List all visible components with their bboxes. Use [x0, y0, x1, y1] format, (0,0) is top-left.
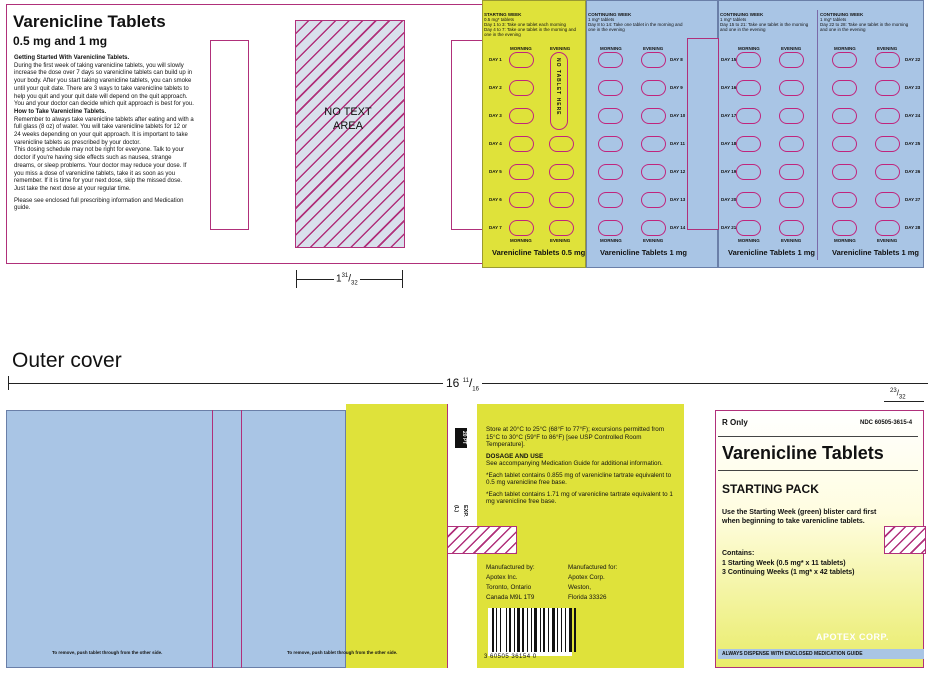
exp-label: EXP.: [462, 505, 468, 517]
barcode-number: 3 60505 36154 0: [484, 654, 537, 660]
tablet-oval: [875, 220, 900, 236]
manufactured-for-line: Weston,: [568, 584, 591, 591]
day-label: DAY 5: [489, 169, 502, 174]
tablet-oval: [736, 192, 761, 208]
tablet-oval: [598, 80, 623, 96]
c2-morning: MORNING: [738, 46, 760, 51]
tablet-oval: [736, 108, 761, 124]
cont1-line: Day 8 to 14: Take one tablet in the morning and one in the evening: [588, 22, 683, 32]
tablet-oval: [736, 164, 761, 180]
cont3-sub: 1 mg* tablets: [820, 17, 847, 22]
tablet-oval: [549, 136, 574, 152]
tablet-oval: [779, 164, 804, 180]
start-evening-bottom: EVENING: [550, 238, 571, 243]
barcode-bar: [531, 608, 532, 652]
fold-tab-left: [210, 40, 249, 230]
tablet-oval: [598, 220, 623, 236]
outer-cover-caption: Outer cover: [12, 349, 122, 372]
card-label-05: Varenicline Tablets 0.5 mg: [492, 248, 586, 257]
storage-text: Store at 20°C to 25°C (68°F to 77°F); excursions permitted from 15°C to 30°C (59°F to 86°F) [see USP Controlled Room Temperature].: [486, 426, 665, 448]
tablet-oval: [832, 220, 857, 236]
cont2-title: CONTINUING WEEK: [720, 12, 764, 17]
barcode-bar: [500, 608, 501, 652]
outer-blue-divider-2: [241, 410, 242, 668]
outer-dim-den: 16: [472, 386, 479, 393]
day-label: DAY 3: [489, 113, 502, 118]
barcode-bar: [557, 608, 558, 652]
tablet-oval: [509, 164, 534, 180]
tablet-oval: [509, 80, 534, 96]
tablet-oval: [875, 136, 900, 152]
c2-evening-bottom: EVENING: [781, 238, 802, 243]
barcode-bar: [522, 608, 524, 652]
barcode-bar: [540, 608, 541, 652]
card-label-1b: Varenicline Tablets 1 mg: [728, 248, 815, 257]
outer-dim-whole: 16: [446, 376, 460, 390]
tablet-oval: [736, 52, 761, 68]
heading-getting-started: Getting Started With Varenicline Tablets.: [14, 55, 130, 61]
apotex-brand: APOTEX CORP.: [816, 632, 889, 642]
cont1-sub: 1 mg* tablets: [588, 17, 615, 22]
tablet-oval: [832, 52, 857, 68]
outer-dim-num: 11: [462, 378, 469, 384]
c1-morning: MORNING: [600, 46, 622, 51]
front-title-rule-2: [718, 470, 918, 471]
dispense-note: ALWAYS DISPENSE WITH ENCLOSED MEDICATION GUIDE: [722, 651, 863, 657]
c3-evening-bottom: EVENING: [877, 238, 898, 243]
manufactured-for-block: [568, 563, 617, 603]
front-title-rule: [718, 436, 918, 437]
start-morning: MORNING: [510, 46, 532, 51]
manufactured-for-label: Manufactured for:: [568, 564, 618, 571]
lot-label: (L): [453, 505, 459, 513]
day-label: DAY 21: [721, 225, 737, 230]
no-tablet-label: NO TABLET HERE: [555, 58, 561, 116]
contains-line1: 1 Starting Week (0.5 mg* x 11 tablets): [722, 559, 846, 567]
day-label: DAY 17: [721, 113, 737, 118]
day-label: DAY 12: [670, 169, 686, 174]
glue-tab-left: [447, 526, 517, 554]
day-label: DAY 25: [905, 141, 921, 146]
tablet-oval: [598, 164, 623, 180]
para-enclosed: Please see enclosed full prescribing information and Medication guide.: [14, 197, 184, 212]
start-evening: EVENING: [550, 46, 571, 51]
start-week-title: STARTING WEEK: [484, 12, 522, 17]
tablet-oval: [779, 136, 804, 152]
barcode-bar: [506, 608, 507, 652]
tablet-oval: [875, 108, 900, 124]
manufactured-by-block: [486, 563, 535, 603]
no-text-area: [295, 20, 405, 248]
barcode-bar: [527, 608, 528, 652]
c2-morning-bottom: MORNING: [738, 238, 760, 243]
info-text-block: [486, 426, 676, 506]
barcode-bar: [509, 608, 511, 652]
cont3-title: CONTINUING WEEK: [820, 12, 864, 17]
c3-morning: MORNING: [834, 46, 856, 51]
tablet-oval: [641, 108, 666, 124]
day-label: DAY 9: [670, 85, 683, 90]
barcode: [488, 608, 572, 656]
tablet-oval: [736, 220, 761, 236]
tablet-oval: [875, 52, 900, 68]
para-how-to-take: Remember to always take varenicline tablets after eating and with a full glass (8 oz) of water. You will take varenicline tablets for 12 or 24 weeks depending on your quit approach. It is important to take varenicline tablets as prescribed by your doctor.: [14, 116, 194, 146]
product-title: Varenicline Tablets: [722, 443, 884, 463]
day-label: DAY 16: [721, 85, 737, 90]
tablet-oval: [779, 108, 804, 124]
outer-green-panel: [346, 404, 447, 668]
no-text-area-label: NO TEXT AREA: [324, 106, 372, 132]
tablet-oval: [779, 220, 804, 236]
tablet-oval: [598, 136, 623, 152]
tablet-oval: [832, 80, 857, 96]
tablet-oval: [875, 192, 900, 208]
tablet-oval: [641, 80, 666, 96]
tablet-oval: [509, 52, 534, 68]
dim-num: 31: [341, 273, 349, 279]
day-label: DAY 2: [489, 85, 502, 90]
starting-pack: STARTING PACK: [722, 482, 819, 496]
day-label: DAY 14: [670, 225, 686, 230]
rx-only-text: R Only: [722, 418, 748, 427]
manufactured-by-line: Toronto, Ontario: [486, 584, 532, 591]
dim-den: 32: [351, 280, 358, 287]
tablet-oval: [832, 108, 857, 124]
c1-evening: EVENING: [643, 46, 664, 51]
top-strength: 0.5 mg and 1 mg: [13, 34, 108, 48]
day-label: DAY 22: [905, 57, 921, 62]
c3-morning-bottom: MORNING: [834, 238, 856, 243]
day-label: DAY 13: [670, 197, 686, 202]
barcode-bar: [514, 608, 515, 652]
tablet-oval: [832, 164, 857, 180]
barcode-bar: [543, 608, 545, 652]
day-label: DAY 1: [489, 57, 502, 62]
cont2-sub: 1 mg* tablets: [720, 17, 747, 22]
top-dimension-label: $1^{31}/_{32}$: [336, 273, 358, 287]
contains-line2: 3 Continuing Weeks (1 mg* x 42 tablets): [722, 569, 855, 576]
c1-evening-bottom: EVENING: [643, 238, 664, 243]
day-label: DAY 20: [721, 197, 737, 202]
tablet-oval: [779, 52, 804, 68]
barcode-bar: [496, 608, 497, 652]
remove-note-1: To remove, push tablet through from the other side.: [52, 650, 163, 655]
day-label: DAY 7: [489, 225, 502, 230]
tablet-oval: [779, 192, 804, 208]
dim-tick-l: [296, 270, 297, 288]
manufactured-by-label: Manufactured by:: [486, 564, 535, 571]
tablet-oval: [549, 220, 574, 236]
contains-block: [722, 549, 855, 578]
tablet-oval: [598, 192, 623, 208]
dim-whole: 1: [336, 273, 342, 285]
tablet-oval: [832, 136, 857, 152]
day-label: DAY 23: [905, 85, 921, 90]
barcode-bar: [574, 608, 576, 652]
dosage-heading: DOSAGE AND USE: [486, 452, 544, 460]
small-dim-den: 32: [898, 394, 906, 401]
tablet-oval: [875, 80, 900, 96]
dosage-text: See accompanying Medication Guide for additional information.: [486, 460, 663, 467]
day-label: DAY 18: [721, 141, 737, 146]
manufactured-by-line: Canada M9L 1T9: [486, 594, 535, 601]
barcode-bar: [561, 608, 562, 652]
day-label: DAY 24: [905, 113, 921, 118]
day-label: DAY 6: [489, 197, 502, 202]
start-week-line1: Day 1 to 3: Take one tablet each morning: [484, 22, 566, 27]
glue-tab-right: [884, 526, 926, 554]
start-week-line2: Day 4 to 7: Take one tablet in the morning and one in the evening: [484, 27, 576, 37]
day-label: DAY 4: [489, 141, 502, 146]
tablet-oval: [779, 80, 804, 96]
day-label: DAY 10: [670, 113, 686, 118]
barcode-bar: [534, 608, 537, 652]
tablet-oval: [641, 52, 666, 68]
barcode-bar: [517, 608, 520, 652]
top-text-block: [14, 55, 194, 213]
small-dimension-label: $^{23}/_{32}$: [890, 388, 906, 401]
top-title: Varenicline Tablets: [13, 12, 166, 31]
c2-evening: EVENING: [781, 46, 802, 51]
tablet-oval: [736, 80, 761, 96]
barcode-bar: [565, 608, 566, 652]
day-label: DAY 27: [905, 197, 921, 202]
tablet-oval: [549, 192, 574, 208]
tablet-oval: [641, 136, 666, 152]
remove-note-2: To remove, push tablet through from the other side.: [287, 650, 398, 655]
dim-tick-r: [402, 270, 403, 288]
barcode-bar: [569, 608, 572, 652]
outer-blue-panel: [6, 410, 346, 668]
outer-white-gap: [684, 410, 715, 668]
manufactured-by-line: Apotex Inc.: [486, 574, 518, 581]
card-label-1a: Varenicline Tablets 1 mg: [600, 248, 687, 257]
para-dosing: This dosing schedule may not be right for everyone. Talk to your doctor if you're having side effects such as nausea, strange dreams, or sleep problems. Your doctor may reduce your dose. If you miss a dose of varenicline tablets, take it as soon as you remember. If it is time for your next dose, skip the missed dose. Just take the next dose at your regular time.: [14, 147, 187, 192]
front-instruction: Use the Starting Week (green) blister card first when beginning to take varenicline tablets.: [722, 509, 877, 525]
tablet-oval: [641, 164, 666, 180]
tablet-oval: [598, 108, 623, 124]
outer-dim-tick-l: [8, 376, 9, 390]
small-dim-num: 23: [890, 388, 897, 394]
tablet-oval: [509, 220, 534, 236]
cont1-title: CONTINUING WEEK: [588, 12, 632, 17]
footnote-1: *Each tablet contains 1.71 mg of varenicline tartrate equivalent to 1 mg varenicline free base.: [486, 490, 673, 505]
day-label: DAY 8: [670, 57, 683, 62]
lot-box: [455, 428, 467, 448]
para-getting-started: During the first week of taking varenicline tablets, you will slowly increase the dose over 7 days so varenicline tablets can build up in your body. After you start taking varenicline tablets, you can smoke until your quit date. There are 3 ways to take varenicline tablets to help you quit and your quit date will depend on the quit approach. You and your doctor can decide which quit approach is best for you.: [14, 62, 194, 108]
day-label: DAY 11: [670, 141, 686, 146]
start-week-sub: 0.5 mg* tablets: [484, 17, 515, 22]
rx-only: [722, 418, 748, 427]
c1-morning-bottom: MORNING: [600, 238, 622, 243]
card-label-1c: Varenicline Tablets 1 mg: [832, 248, 919, 257]
tablet-oval: [509, 192, 534, 208]
footnote-05: *Each tablet contains 0.855 mg of varenicline tartrate equivalent to 0.5 mg varenicline free base.: [486, 471, 672, 486]
cont3-line: Day 22 to 28: Take one tablet in the morning and one in the evening: [820, 22, 909, 32]
contains-label: Contains:: [722, 550, 755, 557]
small-dimension-line: [884, 401, 924, 402]
tablet-oval: [875, 164, 900, 180]
tablet-oval: [598, 52, 623, 68]
c3-evening: EVENING: [877, 46, 898, 51]
barcode-bar: [548, 608, 549, 652]
tablet-oval: [509, 108, 534, 124]
tablet-oval: [832, 192, 857, 208]
tablet-oval: [736, 136, 761, 152]
day-label: DAY 19: [721, 169, 737, 174]
lot-box-text: 20 PT: [461, 431, 467, 445]
tablet-oval: [549, 164, 574, 180]
outer-blue-divider-1: [212, 410, 213, 668]
barcode-bar: [552, 608, 555, 652]
card-divider: [817, 10, 818, 260]
manufactured-for-line: Apotex Corp.: [568, 574, 605, 581]
card-fold-strip: [687, 38, 719, 230]
day-label: DAY 28: [905, 225, 921, 230]
cont2-line: Day 15 to 21: Take one tablet in the morning and one in the evening: [720, 22, 809, 32]
ndc-number: NDC 60505-3615-4: [860, 420, 913, 426]
outer-dimension-label: 16 $^{11}/_{16}$: [443, 376, 482, 392]
manufactured-for-line: Florida 33326: [568, 594, 607, 601]
start-morning-bottom: MORNING: [510, 238, 532, 243]
tablet-oval: [641, 220, 666, 236]
barcode-bar: [492, 608, 494, 652]
heading-how-to-take: How to Take Varenicline Tablets.: [14, 108, 107, 115]
day-label: DAY 15: [721, 57, 737, 62]
tablet-oval: [641, 192, 666, 208]
fold-tab-right: [451, 40, 485, 230]
tablet-oval: [509, 136, 534, 152]
day-label: DAY 26: [905, 169, 921, 174]
